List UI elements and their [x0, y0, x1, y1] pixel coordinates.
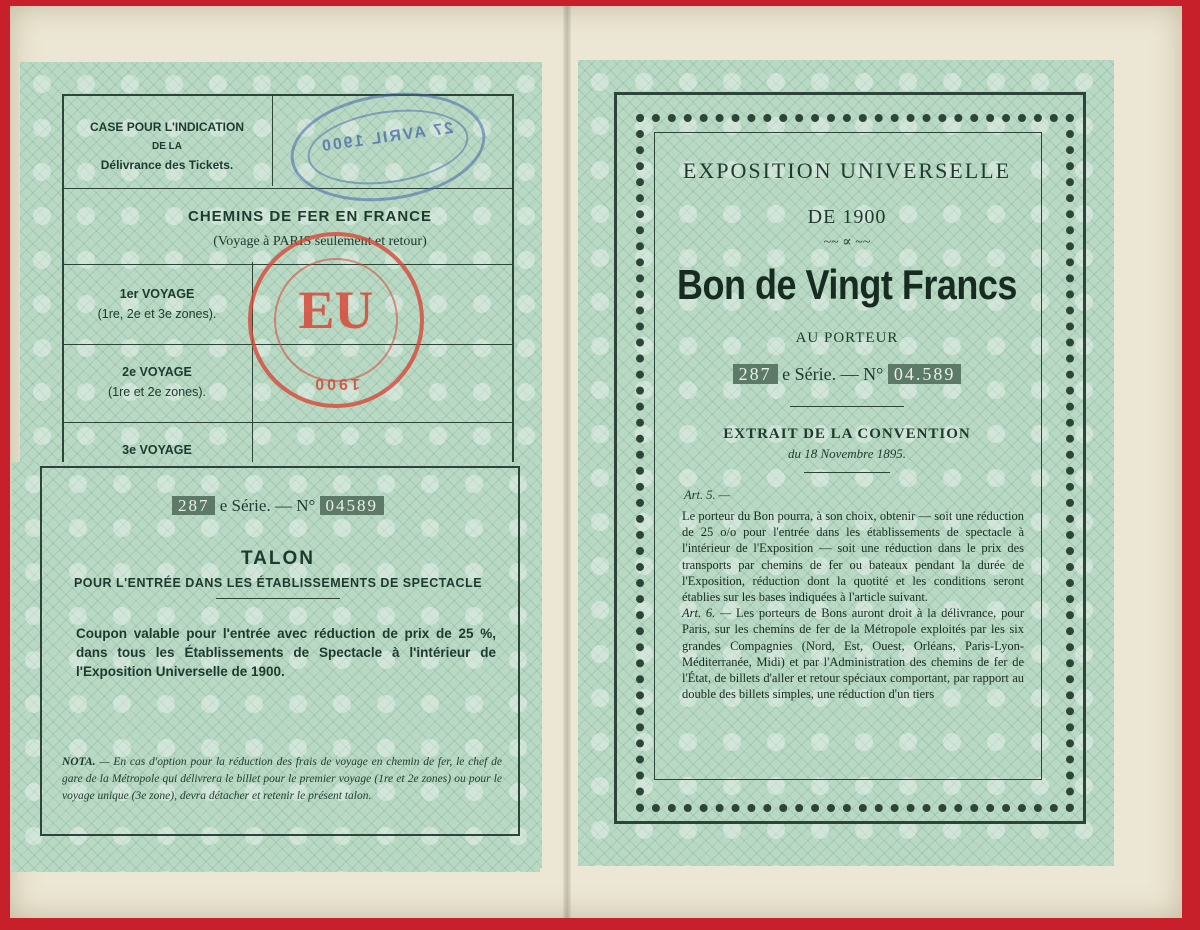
nota [62, 754, 502, 805]
convention-date: du 18 Novembre 1895. [788, 446, 906, 461]
art5-text: Le porteur du Bon pourra, à son choix, obtenir — soit une réduction de 25 o/o pour l'entrée dans les établissements de spectacle à l'intérieur de l'Exposition — soit une réduction dans le prix des transports par chemins de fer ou bateaux pendant la durée de l'Exposition, réduction dont la quotité et les conditions seront établies sur les bases indiquées à l'article suivant. [682, 509, 1024, 605]
voyage-1-label: 1er VOYAGE [119, 287, 195, 301]
talon-serie [52, 496, 504, 516]
voyage-2 [62, 362, 252, 402]
bon-number: 04.589 [888, 364, 962, 384]
stamp-date: 27 AVRIL 1900 [319, 119, 455, 156]
stamp-year: 1900 [312, 375, 360, 392]
talon-number: 04589 [320, 496, 385, 515]
bon-serie [654, 364, 1040, 385]
talon-subtitle: POUR L'ENTRÉE DANS LES ÉTABLISSEMENTS DE SPECTACLE [73, 576, 483, 590]
talon-serie-label: e Série. — N° [219, 496, 316, 515]
voyage-1 [62, 284, 252, 324]
grid-rule [64, 188, 512, 189]
au-porteur: AU PORTEUR [795, 330, 899, 346]
talon-title: TALON [240, 548, 316, 569]
extrait-heading: EXTRAIT DE LA CONVENTION [723, 426, 971, 442]
exposition-year: DE 1900 [807, 206, 887, 228]
bon-serie-label: e Série. — N° [782, 364, 884, 384]
red-seal-stamp [248, 232, 424, 408]
art6-text: Les porteurs de Bons auront droit à la délivrance, pour Paris, sur les chemins de fer de la Métropole exploités par les six grandes Compagnies (Nord, Est, Ouest, Orléans, Paris-Lyon-Méditerranée, Midi) et par l'Administration des chemins de fer de l'État, de billets d'aller et retour spéciaux comportant, par rapport au double des billets simples, une réduction d'un tiers [682, 606, 1024, 702]
divider [804, 472, 890, 473]
voyage-3-label: 3e VOYAGE [122, 443, 192, 457]
case-line-1: CASE POUR L'INDICATION [90, 120, 244, 134]
coupon-text: Coupon valable pour l'entrée avec réduction de prix de 25 %, dans tous les Établissements de Spectacle à l'intérieur de l'Exposition Universelle de 1900. [76, 626, 496, 679]
divider [790, 406, 904, 407]
ornament-icon: ~~ ∝ ~~ [823, 235, 871, 250]
page-fold [563, 6, 571, 918]
monogram-icon: EU [298, 280, 374, 340]
articles-text [682, 508, 1024, 702]
voyage-1-zones: (1re, 2e et 3e zones). [97, 307, 217, 321]
art6-label: Art. 6. — [682, 606, 732, 621]
chemins-subtitle: (Voyage à PARIS seulement et retour) [213, 234, 427, 249]
nota-label: NOTA. [62, 756, 96, 768]
talon-serie-number: 287 [172, 496, 216, 515]
case-indication-text [62, 118, 272, 175]
voyage-2-zones: (1re et 2e zones). [108, 385, 206, 399]
talon-rule [216, 598, 340, 599]
chemins-title: CHEMINS DE FER EN FRANCE [187, 208, 432, 225]
bon-title: Bon de Vingt Francs [677, 260, 1017, 308]
talon-coupon [12, 462, 540, 872]
case-indication [62, 94, 273, 186]
nota-text: — En cas d'option pour la réduction des frais de voyage en chemin de fer, le chef de gare de la Métropole qui délivrera le billet pour le premier voyage (1re et 2e zones) ou pour le voyage unique (3e zone), devra détacher et retenir le présent talon. [62, 756, 502, 802]
art5-label: Art. 5. — [684, 488, 730, 502]
exposition-title: EXPOSITION UNIVERSELLE [682, 158, 1012, 183]
voyage-2-label: 2e VOYAGE [122, 365, 192, 379]
grid-rule [64, 422, 512, 423]
case-line-2: DE LA [152, 141, 182, 152]
case-line-3: Délivrance des Tickets. [100, 158, 234, 172]
bon-serie-number: 287 [733, 364, 778, 384]
voyage-3 [62, 440, 252, 460]
